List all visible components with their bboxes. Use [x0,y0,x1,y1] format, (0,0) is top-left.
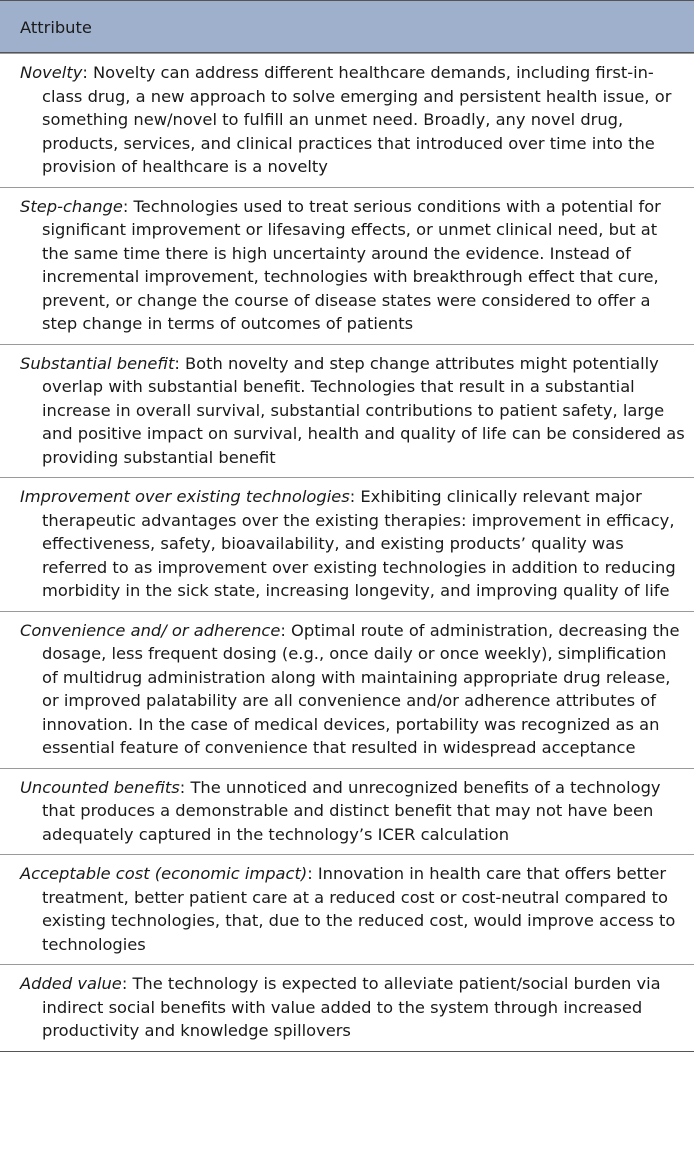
attribute-term: Improvement over existing technologies [20,487,350,506]
attribute-term: Convenience and/ or adherence [20,620,281,640]
attribute-description: : Novelty can address different healthcare demands, including first-in-class drug, a new approach to solve emerging and persistent health issue, or something new/novel to fulfill an unmet need. Broadly, any novel drug, products, services, and clinical practices that introduced over time into the provision of healthcare is a novelty [42,63,672,176]
attribute-description: : The technology is expected to alleviate patient/social burden via indirect social benefits with value added to the system through increased productivity and knowledge spillovers [42,974,661,1040]
table-row-convenience [0,611,694,768]
attribute-term: Uncounted benefits [20,777,180,797]
table-cell [20,352,686,470]
attribute-term: Substantial benefit [20,353,175,373]
attribute-description: : Technologies used to treat serious conditions with a potential for significant improvement or lifesaving effects, or unmet clinical need, but at the same time there is high uncertainty around the evidence. Instead of incremental improvement, technologies with breakthrough effect that cure, prevent, or change the course of disease states were considered to offer a step change in terms of outcomes of patients [42,196,661,333]
table-cell [20,776,686,847]
table-cell [20,485,686,603]
table-cell [20,862,686,956]
attribute-term: Added value [20,974,122,993]
table-cell [20,61,686,179]
table-cell [20,619,686,760]
table-cell [20,195,686,336]
attribute-description: : The unnoticed and unrecognized benefits of a technology that produces a demonstrable and distinct benefit that may not have been adequately captured in the technology’s ICER calculation [42,777,661,844]
attribute-description: : Exhibiting clinically relevant major therapeutic advantages over the existing therapies: improvement in efficacy, effectiveness, safety, bioavailability, and existing products’ quality was referred to as improvement over existing technologies in addition to reducing morbidity in the sick state, increasing longevity, and improving quality of life [42,487,676,600]
table-header [0,0,694,53]
table-row-acceptable-cost [0,854,694,964]
header-attribute: Attribute [20,18,92,37]
attribute-term: Step-change [20,196,123,216]
table-row-added-value [0,964,694,1051]
attribute-term: Novelty [20,63,83,82]
table-row-substantial-benefit [0,344,694,478]
table-row-uncounted-benefits [0,768,694,855]
attribute-term: Acceptable cost (economic impact) [20,864,308,883]
attribute-description: : Optimal route of administration, decreasing the dosage, less frequent dosing (e.g., once daily or once weekly), simplification of multidrug administration along with maintaining appropriate drug release, or improved palatability are all convenience and/or adherence attributes of innovation. In the case of medical devices, portability was recognized as an essential feature of convenience that resulted in widespread acceptance [42,620,680,757]
table-cell [20,972,686,1043]
table-row-novelty [0,53,694,187]
attribute-description: : Both novelty and step change attributes might potentially overlap with substantial benefit. Technologies that result in a substantial increase in overall survival, substantial contributions to patient safety, large and positive impact on survival, health and quality of life can be considered as providing substantial benefit [42,353,685,467]
table-row-step-change [0,187,694,344]
attribute-description: : Innovation in health care that offers better treatment, better patient care at a reduced cost or cost-neutral compared to existing technologies, that, due to the reduced cost, would improve access to technologies [42,864,676,954]
table-row-improvement [0,477,694,611]
